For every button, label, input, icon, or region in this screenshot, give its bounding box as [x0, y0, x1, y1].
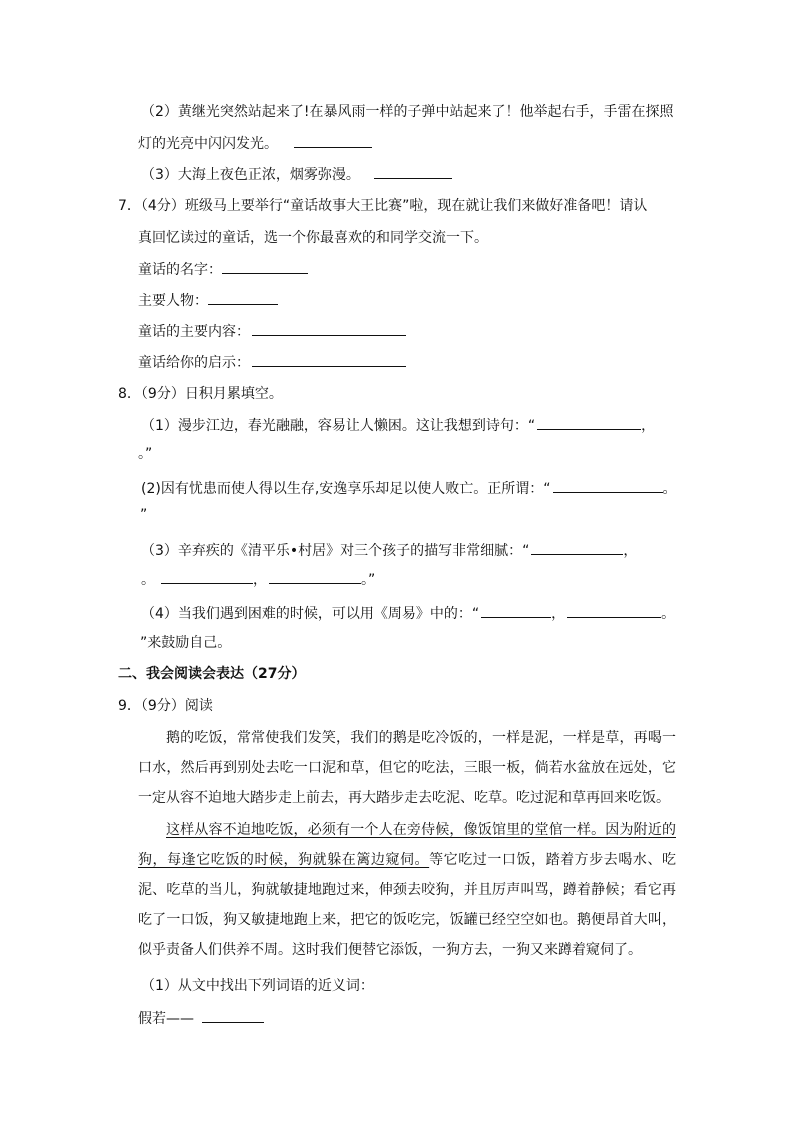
q7-field-content-label: 童话的主要内容： [138, 324, 250, 340]
q7-field-name [138, 259, 308, 280]
q8-item2-text: (2)因有忧患而使人得以生存,安逸享乐却足以使人败亡。正所谓：“ [141, 481, 551, 497]
q8-header: 8．（9分）日积月累填空。 [118, 386, 283, 402]
q8-item3-line1 [141, 540, 637, 561]
q8-item3-blank-2[interactable] [161, 569, 253, 584]
q9-passage-para2-rest: 等它吃过一口饭，踏着方步去喝水、吃泥、吃草的当儿，狗就敏捷地跑过来，伸颈去咬狗，并且厉声叫骂，蹲着静候；看它再吃了一口饭，狗又敏捷地跑上来，把它的饭吃完，饭罐已经空空如也。鹅便昂首大叫，似乎责备人们供养不周。这时我们便替它添饭，一狗方去，一狗又来蹲着窥伺了。 [138, 852, 677, 958]
q8-item4-period: 。 [661, 606, 676, 622]
q8-item1-blank-1[interactable] [537, 415, 641, 430]
q9-sub1-word-blank[interactable] [202, 1008, 264, 1023]
q8-item3-line2-comma: ， [253, 572, 267, 588]
section2-title: 二、我会阅读会表达（27分） [118, 666, 306, 682]
q9-passage-para1: 鹅的吃饭，常常使我们发笑，我们的鹅是吃冷饭的，一样是泥，一样是草，再喝一口水，然后再到别处去吃一口泥和草，但它的吃法，三眼一板，倘若水盆放在远处，它一定从容不迫地大踏步走上前去，再大踏步走去吃泥、吃草。吃过泥和草再回来吃饭。 [138, 730, 676, 806]
q7-field-content-blank[interactable] [252, 321, 406, 336]
q9-sub1-word-row [138, 1008, 264, 1029]
q7-field-content [138, 321, 406, 342]
q9-passage-para2 [138, 815, 676, 965]
q8-item2-end: ” [140, 507, 148, 523]
q7-line2: 真回忆读过的童话，选一个你最喜欢的和同学交流一下。 [138, 230, 488, 246]
q7-field-characters-blank[interactable] [208, 290, 278, 305]
q8-item3-comma: ， [623, 543, 638, 559]
q8-item2-period: 。 [662, 481, 677, 497]
q8-item1-text: （1）漫步江边，春光融融，容易让人懒困。这让我想到诗句：“ [141, 418, 536, 434]
q8-item3-line2-end: 。” [361, 572, 376, 588]
q6-item2-line2 [138, 133, 372, 154]
q7-field-characters-label: 主要人物： [138, 293, 208, 309]
q8-item1-comma: ， [641, 418, 656, 434]
q6-item3-text: （3）大海上夜色正浓，烟雾弥漫。 [141, 167, 360, 183]
q8-item2-blank-1[interactable] [553, 478, 663, 493]
q9-sub1-word: 假若—— [138, 1011, 194, 1027]
q6-item2-answer-blank[interactable] [294, 133, 372, 148]
q9-passage-underlined-sentence: 这样从容不迫地吃饭，必须有一个人在旁侍候，像饭馆里的堂倌一样。因为附近的狗，每逢它吃饭的时候，狗就躲在篱边窥伺。 [138, 822, 676, 868]
q8-item1-end: 。” [138, 446, 153, 462]
q8-item4-blank-2[interactable] [567, 603, 661, 618]
q8-item3-blank-3[interactable] [269, 569, 361, 584]
q8-item3-text: （3）辛弃疾的《清平乐•村居》对三个孩子的描写非常细腻：“ [141, 543, 530, 559]
q8-item4-comma: ， [551, 606, 566, 622]
q9-header: 9．（9分）阅读 [118, 698, 213, 714]
q7-field-lesson [138, 352, 406, 373]
q8-item4-text: （4）当我们遇到困难的时候，可以用《周易》中的：“ [141, 606, 480, 622]
q6-item3 [141, 164, 452, 185]
q7-field-lesson-label: 童话给你的启示： [138, 355, 250, 371]
q8-item3-line2-start: 。 [141, 572, 155, 588]
q6-item2-line1: （2）黄继光突然站起来了!在暴风雨一样的子弹中站起来了！他举起右手，手雷在探照 [141, 104, 674, 120]
q7-field-characters [138, 290, 278, 311]
q8-item2-line1 [141, 478, 677, 499]
q8-item3-blank-1[interactable] [531, 540, 623, 555]
q8-item4-blank-1[interactable] [481, 603, 551, 618]
q6-item2-text: 灯的光亮中闪闪发光。 [138, 136, 278, 152]
q8-item4-end: ”来鼓励自己。 [140, 635, 232, 651]
q7-field-lesson-blank[interactable] [252, 352, 406, 367]
q7-line1: 7．（4分）班级马上要举行“童话故事大王比赛”啦，现在就让我们来做好准备吧！请认 [118, 198, 648, 214]
q7-field-name-blank[interactable] [222, 259, 308, 274]
q9-sub1: （1）从文中找出下列词语的近义词： [141, 978, 374, 994]
q8-item4-line1 [141, 603, 675, 624]
q6-item3-answer-blank[interactable] [374, 164, 452, 179]
q8-item3-line2 [141, 569, 375, 590]
q7-field-name-label: 童话的名字： [138, 262, 222, 278]
q8-item1-line1 [141, 415, 655, 436]
